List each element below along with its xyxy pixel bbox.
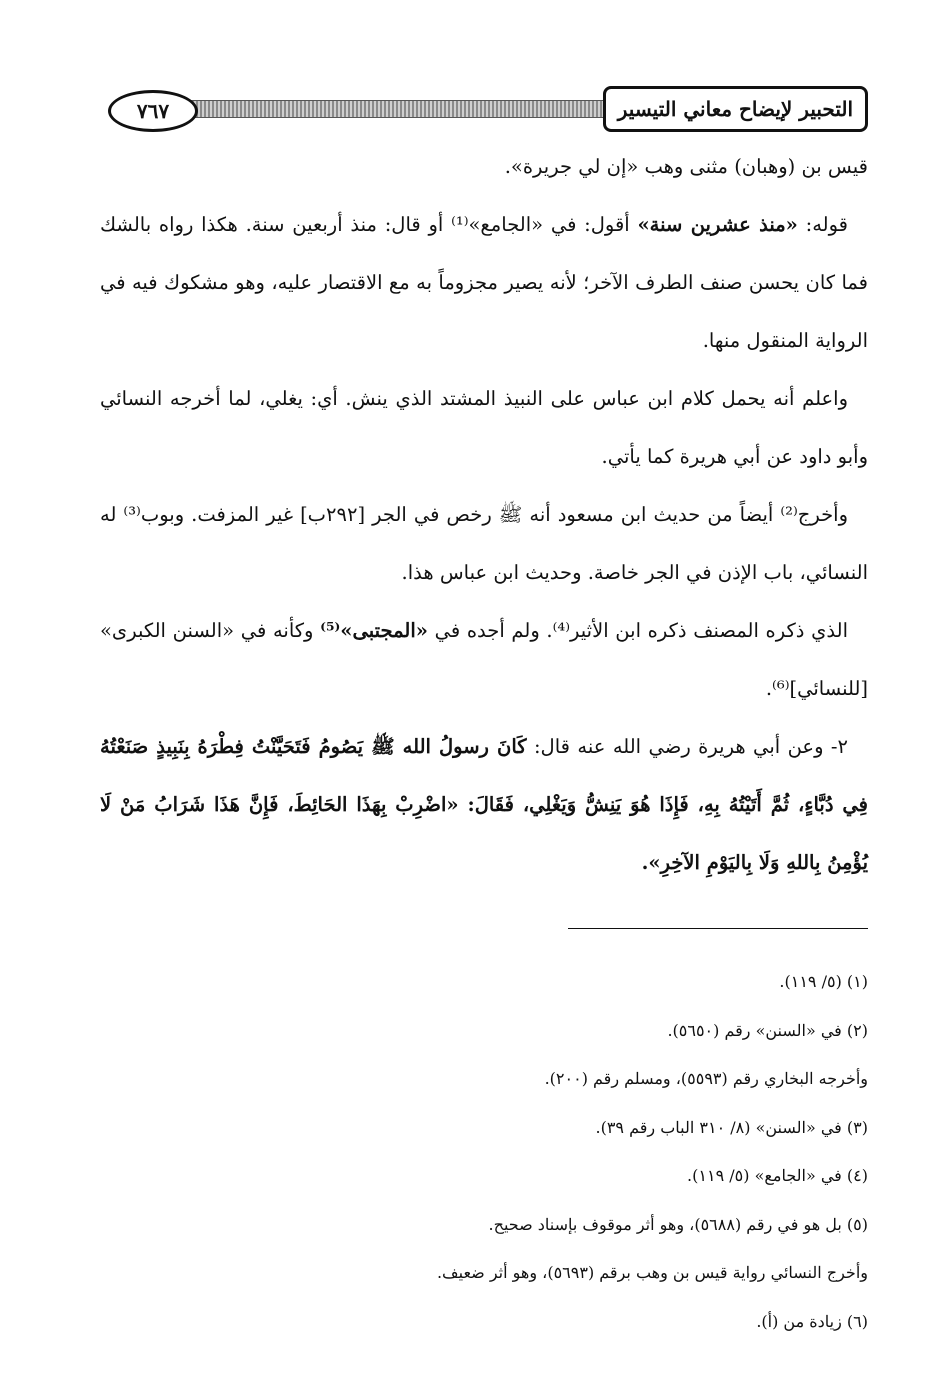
footnote: (٤) في «الجامع» (٥/ ١١٩). — [687, 1166, 868, 1185]
paragraph-text: قيس بن (وهبان) مثنى وهب «إن لي جريرة». — [504, 155, 868, 178]
footnote: وأخرج النسائي رواية قيس بن وهب برقم (٥٦٩٣)، وهو أثر ضعيف. — [436, 1263, 868, 1282]
paragraph — [100, 486, 868, 602]
page-number: ٧٦٧ — [108, 90, 198, 132]
footnote: (١) (٥/ ١١٩). — [779, 972, 868, 991]
footnote: (٣) في «السنن» (٨/ ٣١٠ الباب رقم ٣٩). — [595, 1117, 868, 1137]
footnote-rule — [568, 928, 868, 929]
paragraph-text: وأخرج⁽²⁾ أيضاً من حديث ابن مسعود أنه ﷺ رخص في الجر [٢٩٢ب] غير المزفت. وبوب⁽³⁾ له النسائي، باب الإذن في الجر خاصة. وحديث ابن عباس هذا. — [100, 503, 868, 584]
footnote: (٦) زيادة من (أ). — [756, 1311, 868, 1331]
paragraph — [100, 602, 868, 718]
header-rule — [180, 100, 628, 118]
paragraph-text: وكأنه في «السنن الكبرى» [للنسائي]⁽⁶⁾. — [100, 619, 868, 700]
hadith-paragraph — [100, 718, 868, 892]
hadith-text: كَانَ رسولُ الله ﷺ يَصُومُ فَتَحَيَّنْتُ فِطْرَهُ بِنَبِيذٍ صَنَعْتُهُ فِي دُبَّاءٍ، ثُمَّ أَتَيْتُهُ بِهِ، فَإِذَا هُوَ يَنِشُّ وَيَغْلِي، فَقَالَ: «اضْرِبْ بِهَذَا الحَائِطَ، فَإِنَّ هَذَا شَرَابُ مَنْ لَا يُؤْمِنُ بِاللهِ وَلَا بِاليَوْمِ الآخِرِ». — [100, 735, 868, 874]
quoted-phrase: «المجتبى»⁽⁵⁾ — [320, 619, 428, 642]
paragraph — [100, 370, 868, 486]
main-text — [100, 138, 868, 892]
paragraph-text: واعلم أنه يحمل كلام ابن عباس على النبيذ المشتد الذي ينش. أي: يغلي، لما أخرجه النسائي وأبو داود عن أبي هريرة كما يأتي. — [100, 387, 868, 468]
footnote: (٢) في «السنن» رقم (٥٦٥٠). — [667, 1020, 868, 1040]
running-title: التحبير لإيضاح معاني التيسير — [603, 86, 868, 132]
footnotes — [100, 958, 868, 1346]
paragraph-lead: الذي ذكره المصنف ذكره ابن الأثير⁽⁴⁾. ولم أجده في — [427, 619, 849, 642]
paragraph-lead: قوله: — [797, 213, 848, 236]
paragraph — [100, 138, 868, 196]
quoted-phrase: «منذ عشرين سنة» — [637, 213, 798, 236]
footnote: وأخرجه البخاري رقم (٥٥٩٣)، ومسلم رقم (٢٠٠). — [544, 1069, 868, 1088]
page-header — [100, 86, 868, 130]
paragraph-lead: ٢- وعن أبي هريرة رضي الله عنه قال: — [526, 735, 848, 758]
paragraph-text: أقول: في «الجامع»⁽¹⁾ أو قال: منذ أربعين سنة. هكذا رواه بالشك فما كان يحسن صنف الطرف الآخر؛ لأنه يصير مجزوماً به مع الاقتصار عليه، وهو مشكوك فيه في الرواية المنقول منها. — [100, 213, 868, 352]
paragraph — [100, 196, 868, 370]
footnote: (٥) بل هو في رقم (٥٦٨٨)، وهو أثر موقوف بإسناد صحيح. — [488, 1214, 868, 1234]
